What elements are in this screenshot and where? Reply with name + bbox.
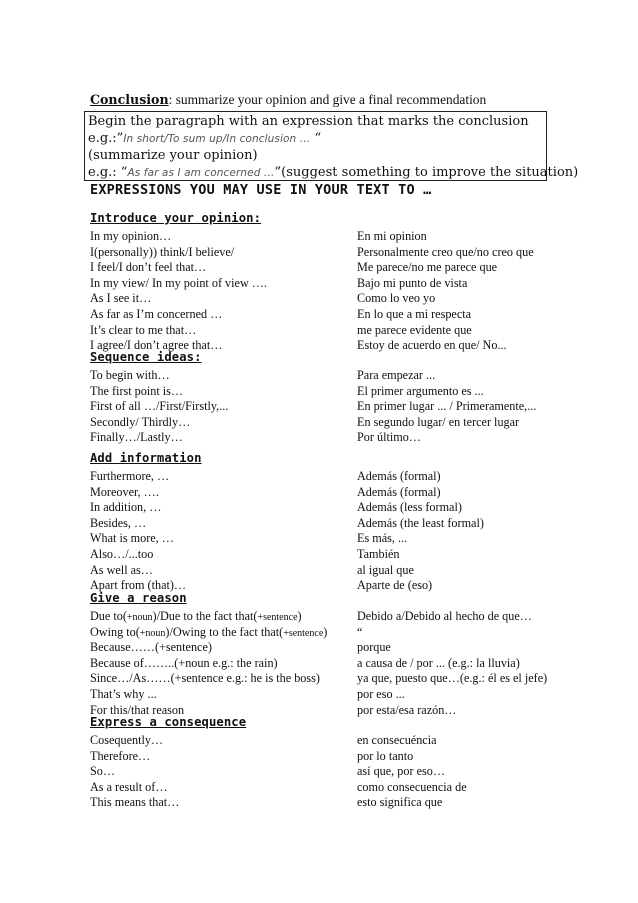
conclusion-text: : summarize your opinion and give a final recommendation xyxy=(168,92,487,107)
english-expression: First of all …/First/Firstly,... xyxy=(90,399,229,414)
box-line-4-prefix: e.g.: “ xyxy=(88,165,128,180)
english-expression: Moreover, …. xyxy=(90,484,159,499)
spanish-expression: me parece evidente que xyxy=(357,322,472,337)
spanish-expression: También xyxy=(357,547,400,561)
expression-row xyxy=(90,795,590,811)
spanish-expression: Bajo mi punto de vista xyxy=(357,275,468,290)
spanish-expression: por lo tanto xyxy=(357,748,414,763)
spanish-expression: esto significa que xyxy=(357,795,443,810)
spanish-expression: Además (less formal) xyxy=(357,500,462,515)
expression-row xyxy=(90,500,590,516)
expression-row xyxy=(90,485,590,501)
english-expression: Also…/...too xyxy=(90,547,154,561)
expression-row xyxy=(90,260,590,276)
spanish-expression: Debido a/Debido al hecho de que… xyxy=(357,609,532,623)
english-expression: Secondly/ Thirdly… xyxy=(90,414,191,429)
spanish-expression: Estoy de acuerdo en que/ No... xyxy=(357,338,507,353)
english-expression: As a result of… xyxy=(90,779,168,794)
spanish-expression: En lo que a mi respecta xyxy=(357,307,472,321)
expression-row xyxy=(90,399,590,415)
spanish-expression: porque xyxy=(357,640,391,655)
spanish-expression: Es más, ... xyxy=(357,531,408,546)
english-expression: It’s clear to me that… xyxy=(90,322,197,337)
english-expression: So… xyxy=(90,764,116,779)
expression-row xyxy=(90,733,590,749)
conclusion-line xyxy=(90,92,486,108)
english-expression: Finally…/Lastly… xyxy=(90,430,183,445)
expression-row xyxy=(90,687,590,703)
spanish-expression: Como lo veo yo xyxy=(357,291,436,306)
expression-row xyxy=(90,430,590,446)
box-line-4 xyxy=(88,165,578,180)
english-expression: Due to(+noun)/Due to the fact that(+sentence) xyxy=(90,609,302,623)
spanish-expression: En mi opinion xyxy=(357,229,427,243)
section-title: Add information xyxy=(90,451,202,465)
expression-row xyxy=(90,384,590,400)
expression-row xyxy=(90,276,590,292)
english-expression: Apart from (that)… xyxy=(90,578,187,593)
spanish-expression: al igual que xyxy=(357,562,414,577)
main-heading: EXPRESSIONS YOU MAY USE IN YOUR TEXT TO … xyxy=(90,182,432,198)
expression-row xyxy=(90,415,590,431)
conclusion-label: Conclusion xyxy=(90,92,169,107)
spanish-expression: El primer argumento es ... xyxy=(357,383,484,398)
box-line-2-prefix: e.g.:” xyxy=(88,131,124,146)
expression-row xyxy=(90,531,590,547)
spanish-expression: Además (formal) xyxy=(357,484,441,499)
english-expression: Owing to(+noun)/Owing to the fact that(+sentence) xyxy=(90,624,328,639)
box-line-2 xyxy=(88,131,321,146)
expression-row xyxy=(90,563,590,579)
english-expression: In my view/ In my point of view …. xyxy=(90,275,268,290)
spanish-expression: En segundo lugar/ en tercer lugar xyxy=(357,414,520,429)
expression-row xyxy=(90,749,590,765)
spanish-expression: Para empezar ... xyxy=(357,368,436,382)
box-line-2-cursive: In short/To sum up/In conclusion … xyxy=(123,133,311,145)
expression-row xyxy=(90,469,590,485)
english-expression: Cosequently… xyxy=(90,733,164,747)
spanish-expression: en consecuéncia xyxy=(357,733,437,747)
english-expression: To begin with… xyxy=(90,368,170,382)
box-line-2-suffix: “ xyxy=(310,131,322,146)
box-line-1: Begin the paragraph with an expression that marks the conclusion xyxy=(88,114,529,129)
spanish-expression: Además (formal) xyxy=(357,469,441,483)
english-expression: Because……(+sentence) xyxy=(90,640,212,655)
box-line-3: (summarize your opinion) xyxy=(88,148,258,163)
spanish-expression: así que, por eso… xyxy=(357,764,446,779)
spanish-expression: Por último… xyxy=(357,430,421,445)
spanish-expression: Me parece/no me parece que xyxy=(357,260,498,275)
box-line-4-cursive: As far as I am concerned … xyxy=(127,167,275,179)
expression-row xyxy=(90,780,590,796)
english-expression: That’s why ... xyxy=(90,687,157,701)
expression-row xyxy=(90,368,590,384)
expression-row xyxy=(90,609,590,625)
english-expression: I agree/I don’t agree that… xyxy=(90,338,223,353)
english-expression: What is more, … xyxy=(90,531,174,546)
expression-row xyxy=(90,291,590,307)
spanish-expression: En primer lugar ... / Primeramente,... xyxy=(357,399,537,414)
expression-row xyxy=(90,764,590,780)
english-expression: As well as… xyxy=(90,562,153,577)
english-expression: For this/that reason xyxy=(90,702,185,717)
spanish-expression: como consecuencia de xyxy=(357,779,467,794)
expression-row xyxy=(90,640,590,656)
english-expression: Besides, … xyxy=(90,515,147,530)
expression-row xyxy=(90,547,590,563)
box-line-4-suffix: ”(suggest something to improve the situation) xyxy=(274,165,579,180)
section-title: Give a reason xyxy=(90,591,187,605)
section-title: Introduce your opinion: xyxy=(90,211,262,225)
section-title: Express a consequence xyxy=(90,715,247,729)
expression-row xyxy=(90,245,590,261)
english-expression: As far as I’m concerned … xyxy=(90,307,223,321)
english-expression: Furthermore, … xyxy=(90,469,170,483)
english-expression: In my opinion… xyxy=(90,229,172,243)
spanish-expression: Aparte de (eso) xyxy=(357,578,433,593)
expression-row xyxy=(90,516,590,532)
spanish-expression: a causa de / por ... (e.g.: la lluvia) xyxy=(357,655,520,670)
expression-row xyxy=(90,656,590,672)
spanish-expression: “ xyxy=(357,624,363,639)
expression-row xyxy=(90,229,590,245)
english-expression: This means that… xyxy=(90,795,180,810)
spanish-expression: ya que, puesto que…(e.g.: él es el jefe) xyxy=(357,671,548,686)
english-expression: Therefore… xyxy=(90,748,151,763)
spanish-expression: por esta/esa razón… xyxy=(357,702,457,717)
expression-row xyxy=(90,307,590,323)
english-expression: Because of……..(+noun e.g.: the rain) xyxy=(90,655,278,670)
expression-row xyxy=(90,671,590,687)
english-expression: In addition, … xyxy=(90,500,162,515)
section-title: Sequence ideas: xyxy=(90,350,202,364)
spanish-expression: Personalmente creo que/no creo que xyxy=(357,244,534,259)
expression-row xyxy=(90,625,590,641)
english-expression: I feel/I don’t feel that… xyxy=(90,260,207,275)
spanish-expression: por eso ... xyxy=(357,687,405,701)
spanish-expression: Además (the least formal) xyxy=(357,515,484,530)
english-expression: Since…/As……(+sentence e.g.: he is the boss) xyxy=(90,671,320,686)
english-expression: I(personally)) think/I believe/ xyxy=(90,244,235,259)
english-expression: As I see it… xyxy=(90,291,152,306)
english-expression: The first point is… xyxy=(90,383,184,398)
expression-row xyxy=(90,323,590,339)
